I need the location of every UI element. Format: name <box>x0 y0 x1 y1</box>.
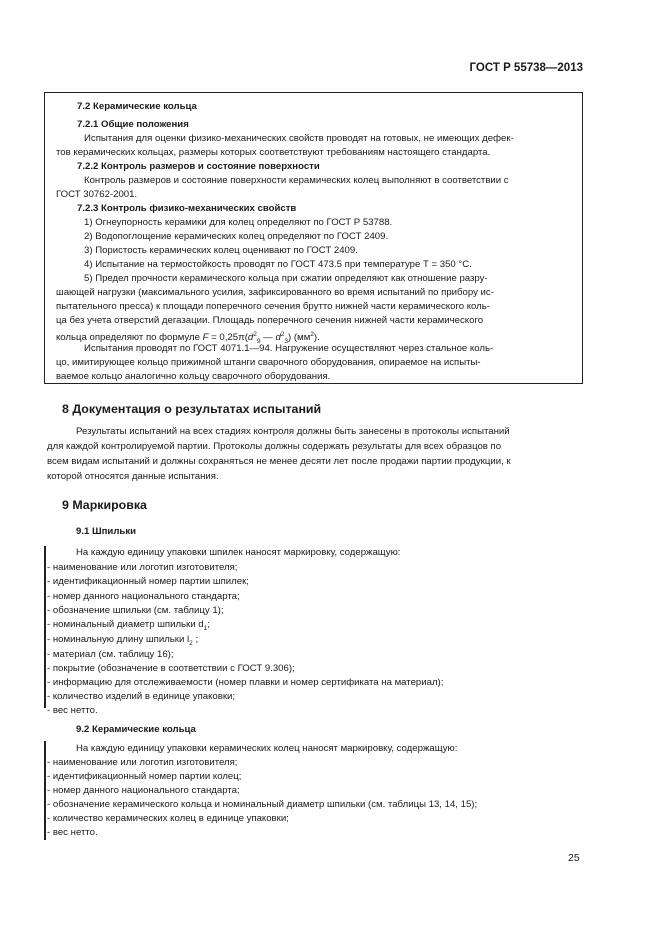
list-item: - обозначение керамического кольца и номинальный диаметр шпильки (см. таблицы 13, 14, 15); <box>47 799 478 810</box>
list-item: - наименование или логотип изготовителя; <box>47 757 238 768</box>
text-line: Контроль размеров и состояние поверхности керамических колец выполняют в соответствии с <box>84 175 509 186</box>
list-item: - номинальную длину шпильки $l_2$ ; <box>47 634 199 647</box>
list-item: - материал (см. таблицу 16); <box>47 649 174 660</box>
change-bar <box>44 741 46 840</box>
text-line: которой относятся данные испытания. <box>47 471 219 482</box>
text-line: пытательного пресса) к площади поперечного сечения брутто нижней части керамического коль- <box>56 301 490 312</box>
text-line: цо, имитирующее кольцо прижимной штанги сварочного оборудования, опираемое на испыты- <box>56 357 481 368</box>
list-item: - покрытие (обозначение в соответствии с ГОСТ 9.306); <box>47 663 295 674</box>
text-line: ваемое кольцо аналогично кольцу сварочного оборудования. <box>56 371 331 382</box>
list-item: - количество изделий в единице упаковки; <box>47 691 236 702</box>
standard-number: ГОСТ Р 55738—2013 <box>469 62 583 74</box>
list-item: - наименование или логотип изготовителя; <box>47 562 238 573</box>
section-9-2-title: 9.2 Керамические кольца <box>76 724 196 735</box>
text-line: На каждую единицу упаковки шпилек наносят маркировку, содержащую: <box>76 547 401 558</box>
list-item: - вес нетто. <box>47 705 98 716</box>
text-line: Испытания для оценки физико-механических свойств проводят на готовых, не имеющих дефек- <box>84 133 514 144</box>
list-item: 5) Предел прочности керамического кольца при сжатии определяют как отношение разру- <box>84 273 488 284</box>
list-item: - идентификационный номер партии колец; <box>47 771 242 782</box>
list-item: - обозначение шпильки (см. таблицу 1); <box>47 605 224 616</box>
page-number: 25 <box>568 852 580 864</box>
list-item: - номер данного национального стандарта; <box>47 785 240 796</box>
list-item: 2) Водопоглощение керамических колец определяют по ГОСТ 2409. <box>84 231 389 242</box>
text-line: тов керамических кольцах, размеры которых соответствуют требованиям настоящего стандарта. <box>56 147 491 158</box>
list-item: 1) Огнеупорность керамики для колец определяют по ГОСТ Р 53788. <box>84 217 393 228</box>
section-9-1-title: 9.1 Шпильки <box>76 526 137 537</box>
change-bar <box>44 546 46 708</box>
list-item: - вес нетто. <box>47 827 98 838</box>
list-item: - количество керамических колец в единице упаковки; <box>47 813 289 824</box>
text-line: На каждую единицу упаковки керамических колец наносят маркировку, содержащую: <box>76 743 458 754</box>
text-line: ГОСТ 30762-2001. <box>56 189 138 200</box>
text-line: для каждой контролируемой партии. Протоколы должны содержать результаты для всех образцов по <box>47 441 502 452</box>
text-line: Результаты испытаний на всех стадиях контроля должны быть занесены в протоколы испытаний <box>76 426 510 437</box>
section-9-title: 9 Маркировка <box>62 498 147 512</box>
text-line: шающей нагрузки (максимального усилия, зафиксированного во время испытаний по прибору ис- <box>56 287 494 298</box>
section-8-title: 8 Документация о результатах испытаний <box>62 402 322 416</box>
list-item: 3) Пористость керамических колец оценивают по ГОСТ 2409. <box>84 245 358 256</box>
section-7-2-1-title: 7.2.1 Общие положения <box>77 119 189 130</box>
text-line: всем видам испытаний и должны сохраняться не менее десяти лет после продажи партии продукции, к <box>47 456 511 467</box>
section-7-2-title: 7.2 Керамические кольца <box>77 101 197 112</box>
list-item: - идентификационный номер партии шпилек; <box>47 576 249 587</box>
list-item: 4) Испытание на термостойкость проводят по ГОСТ 473.5 при температуре Т = 350 °С. <box>84 259 472 270</box>
list-item: - номер данного национального стандарта; <box>47 591 240 602</box>
section-7-2-2-title: 7.2.2 Контроль размеров и состояние поверхности <box>77 161 320 172</box>
text-line: Испытания проводят по ГОСТ 4071.1—94. Нагружение осуществляют через стальное коль- <box>84 343 494 354</box>
list-item: - информацию для отслеживаемости (номер плавки и номер сертификата на материал); <box>47 677 444 688</box>
formula-line: кольца определяют по формуле $F = 0,25\pi(d^2_9$ — $d^2_3$) $(мм^2)$. <box>56 331 320 346</box>
list-item: - номинальный диаметр шпильки $d_1$; <box>47 619 210 632</box>
text-line: ца без учета отверстий дегазации. Площадь поперечного сечения нижней части керамического <box>56 315 484 326</box>
section-7-2-3-title: 7.2.3 Контроль физико-механических свойств <box>77 203 297 214</box>
